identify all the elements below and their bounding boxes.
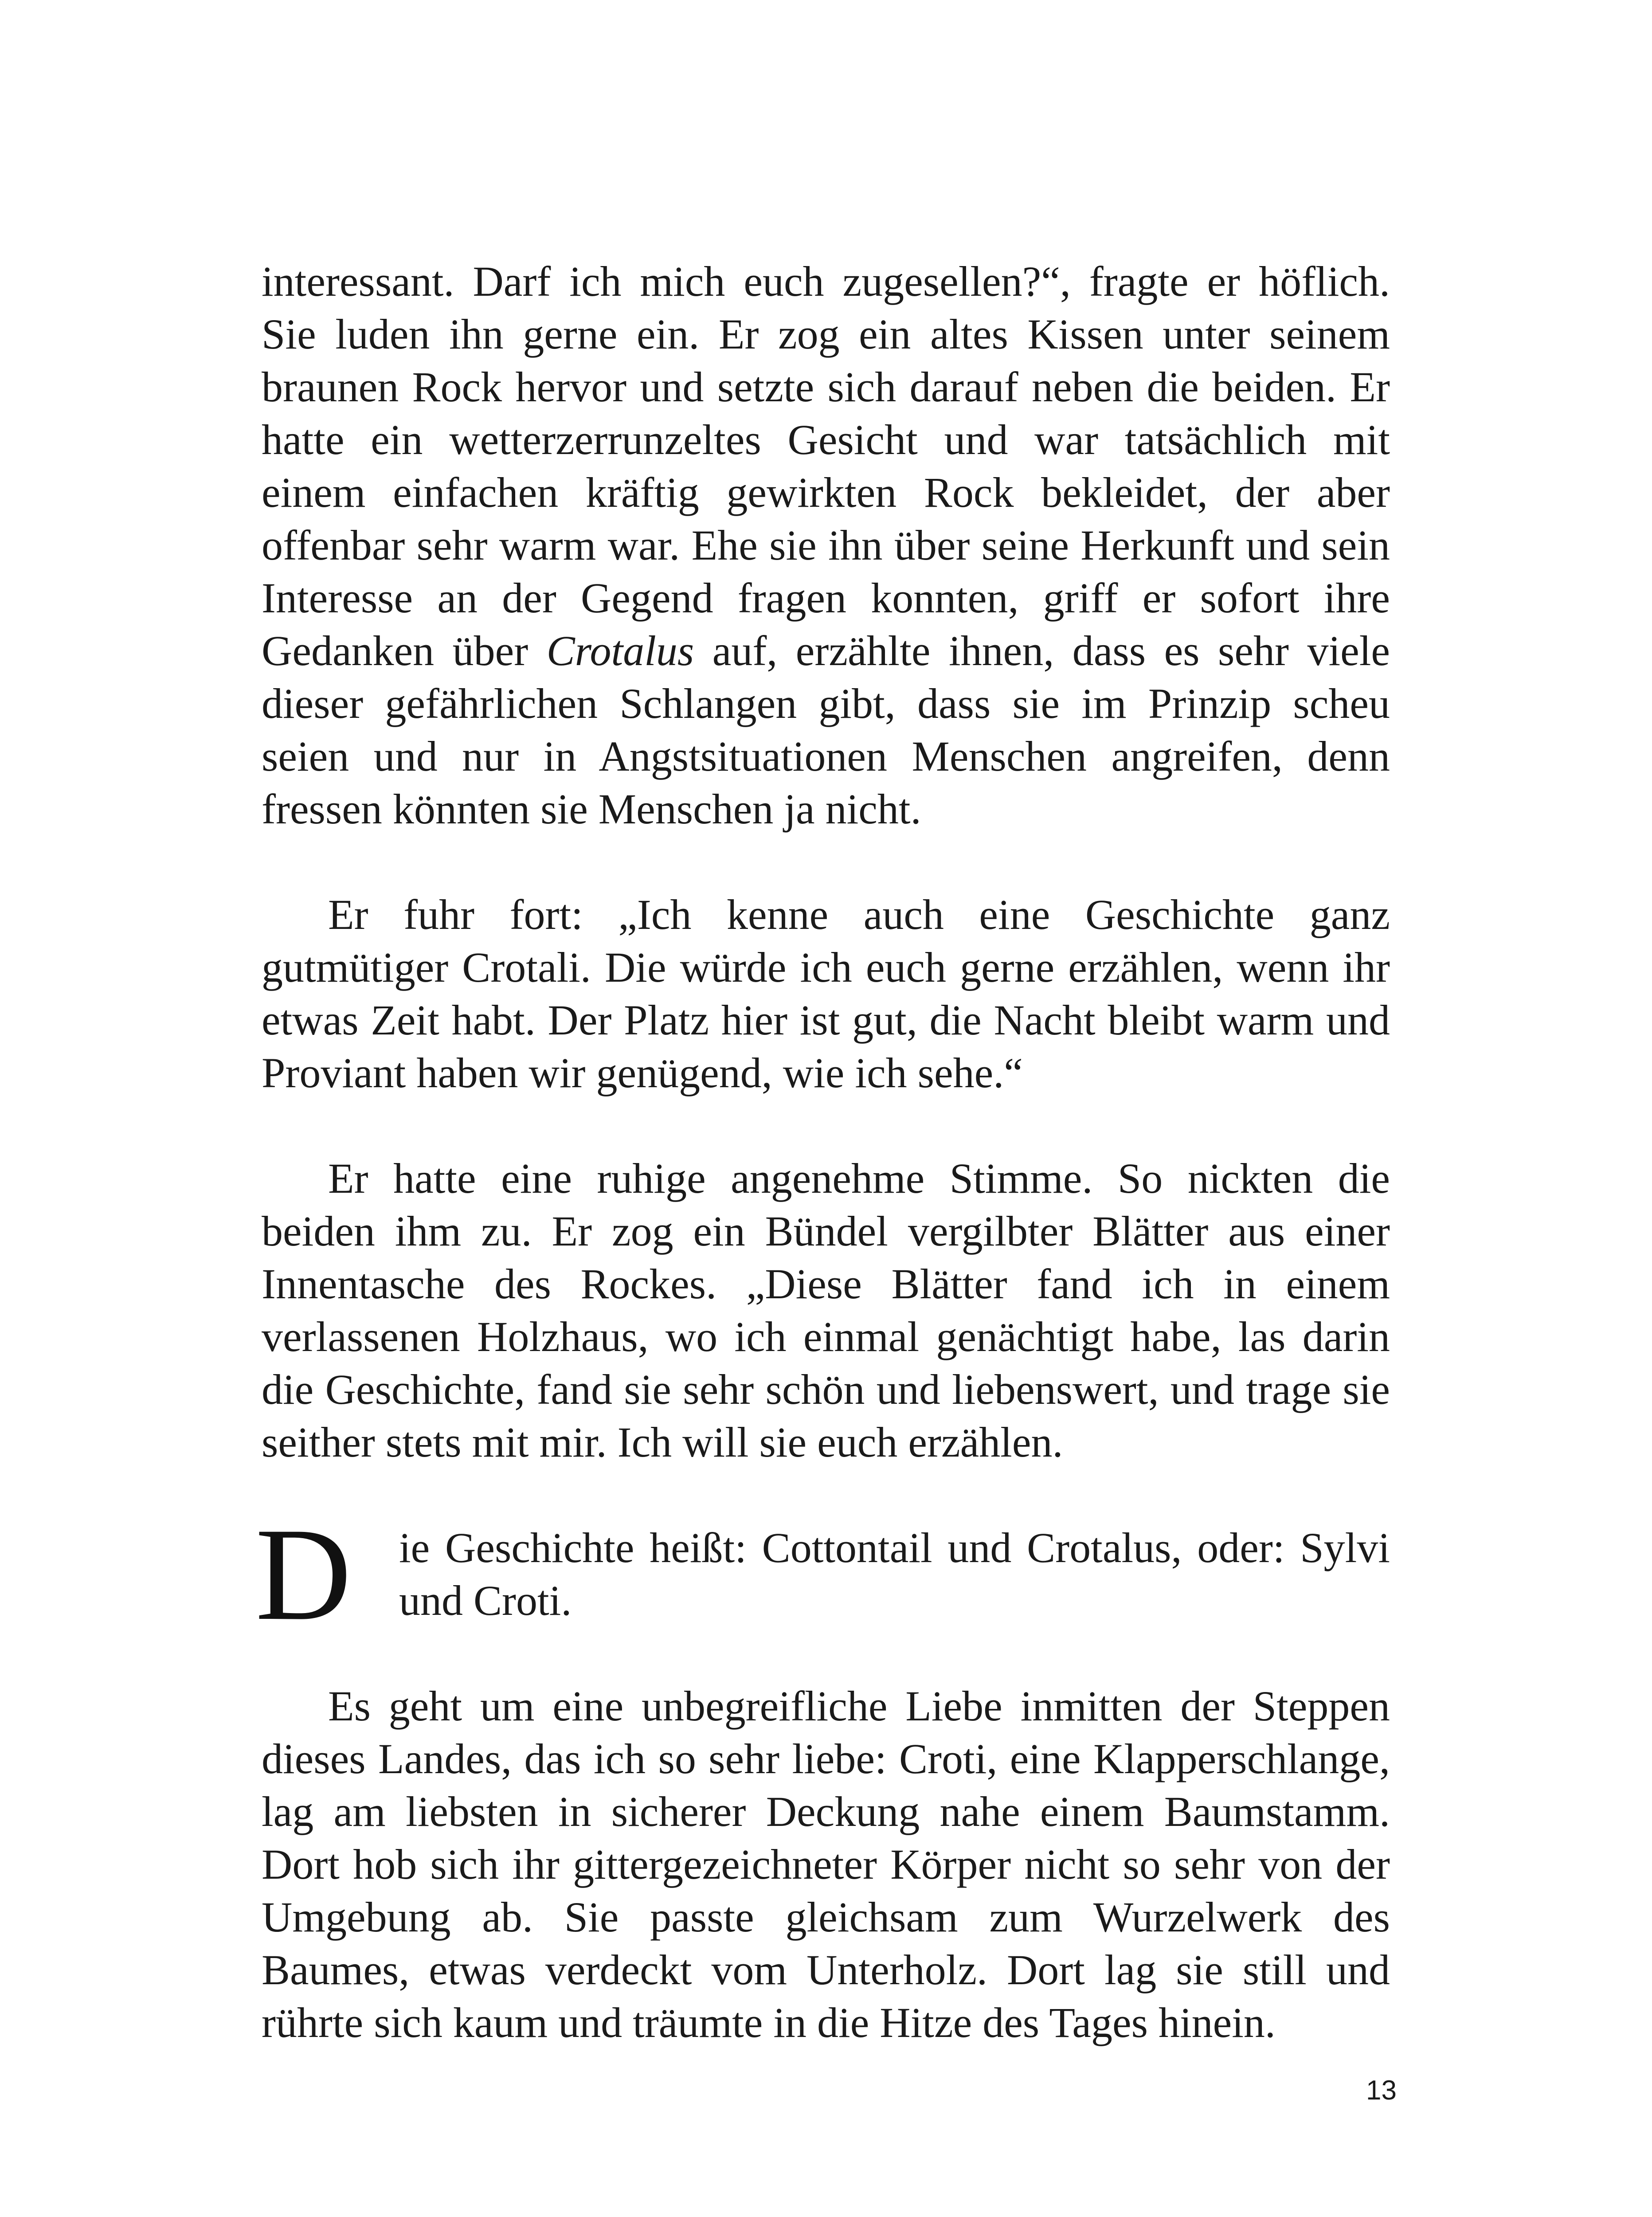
paragraph-1 [262,255,1390,835]
drop-cap: D [255,1500,352,1648]
paragraph-1-end: auf, erzählte ihnen, dass es sehr viele dieser gefährlichen Schlangen gibt, dass sie im Prinzip scheu seien und nur in Angstsituationen Menschen angreifen, denn fressen könnten sie Menschen ja nicht. [262,627,1390,833]
page-number: 13 [1366,2075,1397,2106]
paragraph-3: Er hatte eine ruhige angenehme Stimme. So nickten die beiden ihm zu. Er zog ein Bündel vergilbter Blätter aus einer Innentasche des Rockes. „Diese Blätter fand ich in einem verlassenen Holzhaus, wo ich einmal genächtigt habe, las darin die Geschichte, fand sie sehr schön und liebenswert, und trage sie seither stets mit mir. Ich will sie euch erzählen. [262,1155,1390,1466]
paragraph-2: Er fuhr fort: „Ich kenne auch eine Geschichte ganz gutmütiger Crotali. Die würde ich euch gerne erzählen, wenn ihr etwas Zeit habt. Der Platz hier ist gut, die Nacht bleibt warm und Proviant haben wir genügend, wie ich sehe.“ [262,891,1390,1097]
paragraph-4-text: ie Geschichte heißt: Cottontail und Crotalus, oder: Sylvi und Croti. [399,1524,1390,1624]
paragraph-4 [255,1500,1390,1648]
body-text [255,255,1390,2049]
paragraph-1-text: interessant. Darf ich mich euch zugesellen?“, fragte er höflich. Sie luden ihn gerne ein. Er zog ein altes Kissen unter seinem braunen Rock hervor und setzte sich darauf neben die beiden. Er hatte ein wetterzerrunzeltes Gesicht und war tatsächlich mit einem einfachen kräftig gewirkten Rock bekleidet, der aber offenbar sehr warm war. Ehe sie ihn über seine Herkunft und sein Interesse an der Gegend fragen konnten, griff er sofort ihre Gedanken über [262,258,1390,674]
paragraph-5: Es geht um eine unbegreifliche Liebe inmitten der Steppen dieses Landes, das ich so sehr liebe: Croti, eine Klapperschlange, lag am liebsten in sicherer Deckung nahe einem Baumstamm. Dort hob sich ihr gittergezeichneter Körper nicht so sehr von der Umgebung ab. Sie passte gleichsam zum Wurzelwerk des Baumes, etwas verdeckt vom Unterholz. Dort lag sie still und rührte sich kaum und träumte in die Hitze des Tages hinein. [262,1682,1390,2046]
italic-term: Crotalus [546,627,694,674]
